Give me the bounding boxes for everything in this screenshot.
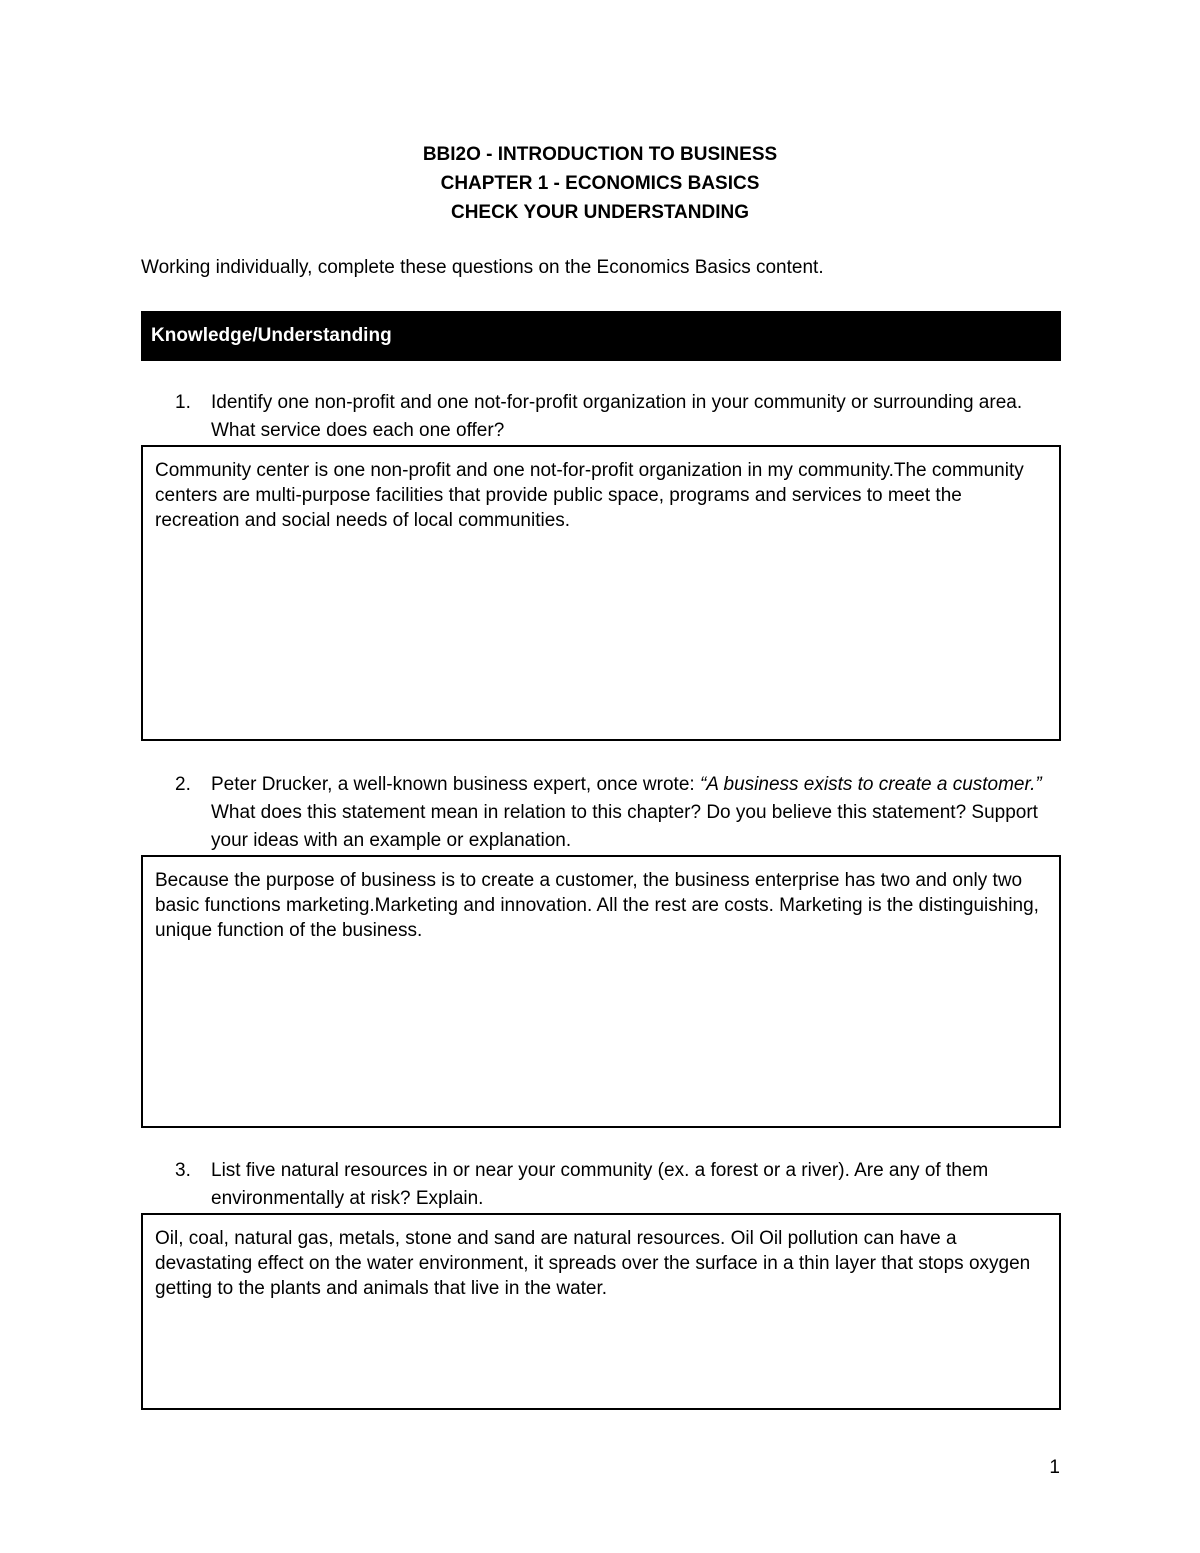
answer-box-2[interactable] xyxy=(141,855,1061,1128)
question-number: 2. xyxy=(175,774,191,795)
chapter-title: CHAPTER 1 - ECONOMICS BASICS xyxy=(440,173,760,194)
question-number: 3. xyxy=(175,1160,191,1181)
answer-text: Community center is one non-profit and one not-for-profit organization in my community.The community centers are multi-purpose facilities that provide public space, programs and services to meet the recreation and social needs of local communities. xyxy=(155,460,1024,531)
question-text-intro: Peter Drucker, a well-known business expert, once wrote: xyxy=(211,774,700,795)
question-3 xyxy=(141,1157,1061,1213)
page-number: 1 xyxy=(1049,1457,1060,1478)
section-title: Knowledge/Understanding xyxy=(151,325,392,346)
document-title xyxy=(0,140,1200,227)
answer-text: Because the purpose of business is to create a customer, the business enterprise has two and only two basic functions marketing.Marketing and innovation. All the rest are costs. Marketing is the distinguishing, unique function of the business. xyxy=(155,870,1039,941)
answer-box-3[interactable] xyxy=(141,1213,1061,1410)
question-1 xyxy=(141,389,1061,445)
section-header xyxy=(141,311,1061,361)
course-title: BBI2O - INTRODUCTION TO BUSINESS xyxy=(422,144,778,165)
question-2 xyxy=(141,771,1061,855)
question-number: 1. xyxy=(175,392,191,413)
drucker-quote: “A business exists to create a customer.” xyxy=(699,774,1042,795)
question-text xyxy=(211,771,1061,855)
question-text: List five natural resources in or near your community (ex. a forest or a river). Are any of them environmentally at risk? Explain. xyxy=(211,1160,989,1209)
worksheet-title: CHECK YOUR UNDERSTANDING xyxy=(450,202,750,223)
answer-text: Oil, coal, natural gas, metals, stone and sand are natural resources. Oil Oil pollution can have a devastating effect on the water environment, it spreads over the surface in a thin layer that stops oxygen getting to the plants and animals that live in the water. xyxy=(155,1228,1031,1299)
answer-box-1[interactable] xyxy=(141,445,1061,741)
question-text: Identify one non-profit and one not-for-profit organization in your community or surrounding area. What service does each one offer? xyxy=(211,392,1023,441)
question-text-prompt: What does this statement mean in relation to this chapter? Do you believe this statement? Support your ideas with an example or explanation. xyxy=(211,802,1038,851)
instructions: Working individually, complete these questions on the Economics Basics content. xyxy=(141,257,824,278)
